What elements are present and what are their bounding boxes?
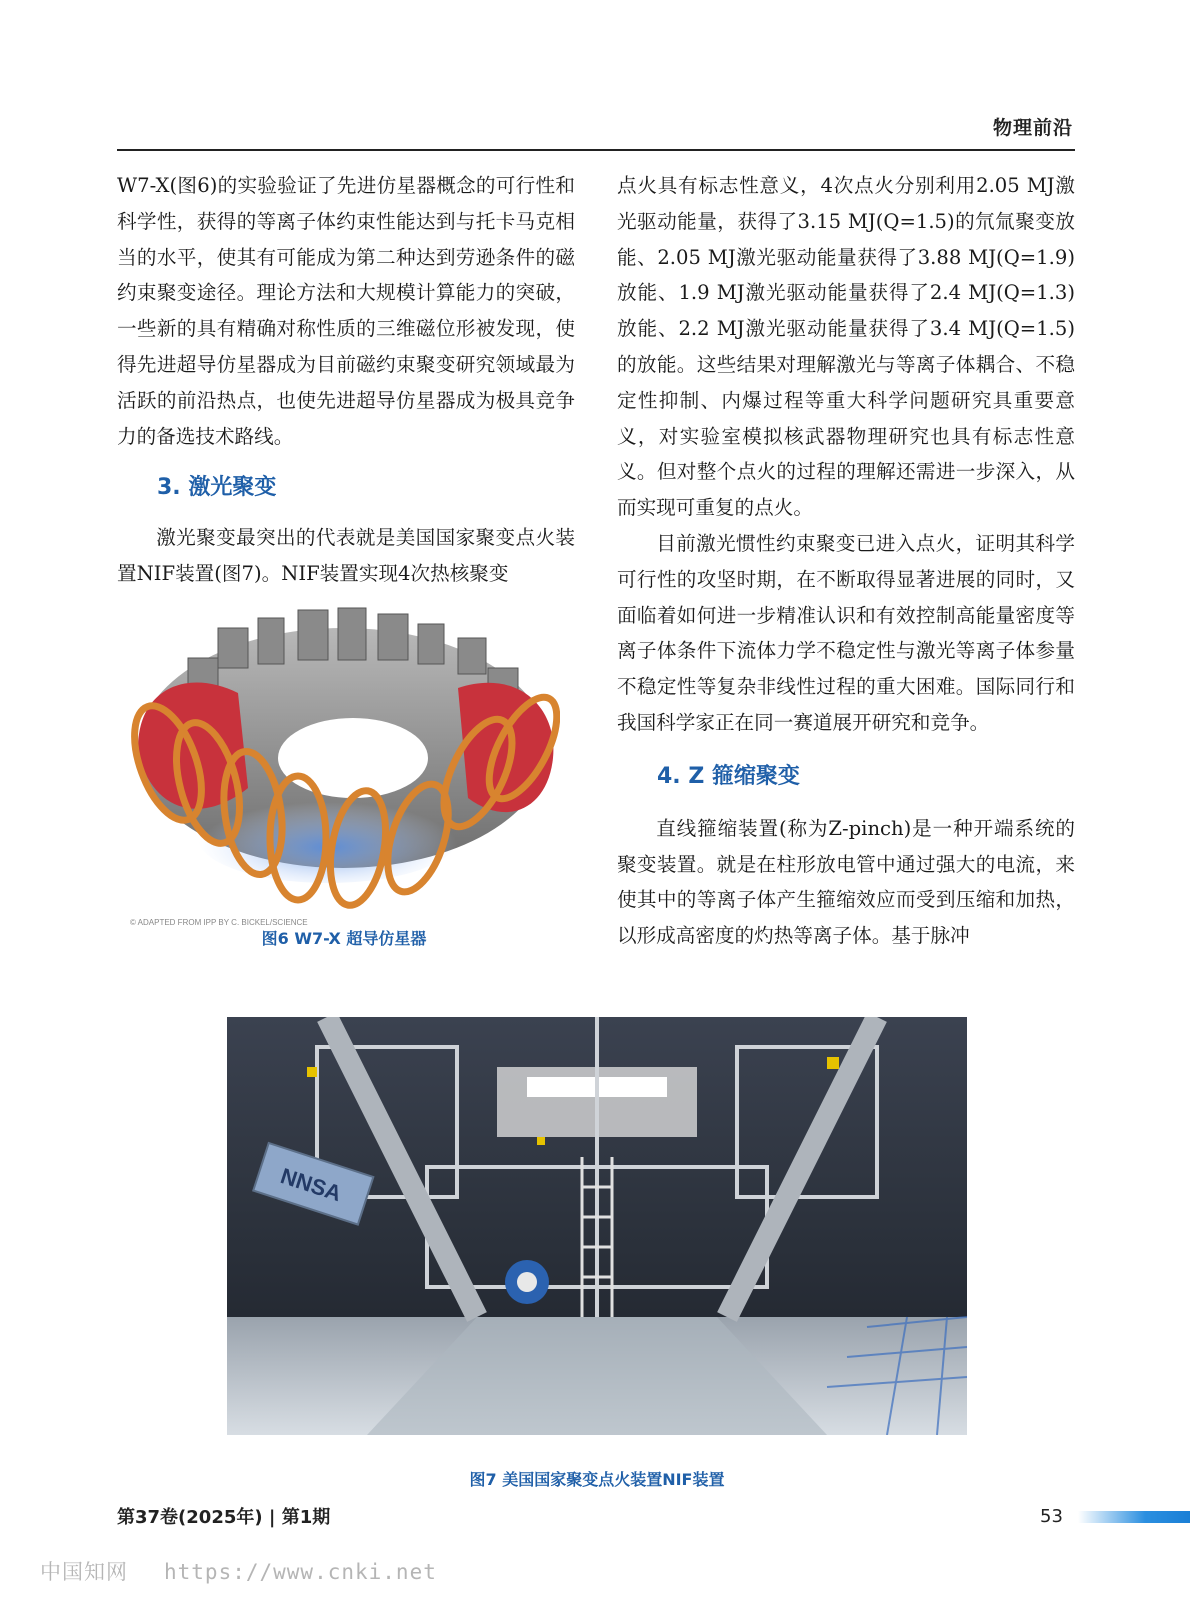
figure-6-caption: 图6 W7-X 超导仿星器 [261,929,427,948]
left-paragraph-2: 激光聚变最突出的代表就是美国国家聚变点火装置NIF装置(图7)。NIF装置实现4次热核聚变 [117,526,575,586]
figure-6-credit: © ADAPTED FROM IPP BY C. BICKEL/SCIENCE [130,918,308,927]
right-paragraph-1: 点火具有标志性意义，4次点火分别利用2.05 MJ激光驱动能量，获得了3.15 MJ(Q=1.5)的氘氚聚变放能、2.05 MJ激光驱动能量获得了3.88 MJ(Q=1.9)放能、1.9 MJ激光驱动能量获得了2.4 MJ(Q=1.3)放能、2.2 MJ激光驱动能量获得了3.4 MJ(Q=1.5)的放能。这些结果对理解激光与等离子体耦合、不稳定性抑制、内爆过程等重大科学问题研究具重要意义，对实验室模拟核武器物理研究也具有标志性意义。但对整个点火的过程的理解还需进一步深入，从而实现可重复的点火。 [617,174,1075,520]
watermark-site: 中国知网 [40,1560,128,1584]
page-accent-bar [1078,1511,1190,1523]
watermark [40,1556,437,1586]
watermark-url: https://www.cnki.net [164,1560,437,1584]
right-paragraph-2: 目前激光惯性约束聚变已进入点火，证明其科学可行性的攻坚时期，在不断取得显著进展的同时，又面临着如何进一步精准认识和有效控制高能量密度等离子体条件下流体力学不稳定性与激光等离子体参量不稳定性等复杂非线性过程的重大困难。国际同行和我国科学家正在同一赛道展开研究和竞争。 [617,531,1075,734]
header-rule [117,149,1075,151]
page-number: 53 [1040,1506,1063,1527]
section-3-heading: 3. 激光聚变 [157,475,277,501]
figure-6-stellarator-image [128,598,560,928]
figure-7-caption: 图7 美国国家聚变点火装置NIF装置 [469,1470,725,1489]
figure-7-sign-text: NNSA [277,1163,345,1207]
figure-7-nif-photo [227,1017,967,1435]
footer-issue-info: 第37卷(2025年) | 第1期 [117,1507,331,1528]
right-column [617,168,1075,954]
section-4-heading: 4. Z 箍缩聚变 [657,763,800,789]
left-paragraph-1: W7-X(图6)的实验验证了先进仿星器概念的可行性和科学性，获得的等离子体约束性能达到与托卡马克相当的水平，使其有可能成为第二种达到劳逊条件的磁约束聚变途径。理论方法和大规模计算能力的突破，一些新的具有精确对称性质的三维磁位形被发现，使得先进超导仿星器成为目前磁约束聚变研究领域最为活跃的前沿热点，也使先进超导仿星器成为极具竞争力的备选技术路线。 [117,174,575,448]
journal-section-title: 物理前沿 [992,117,1073,139]
right-paragraph-3: 直线箍缩装置(称为Z-pinch)是一种开端系统的聚变装置。就是在柱形放电管中通过强大的电流，来使其中的等离子体产生箍缩效应而受到压缩和加热，以形成高密度的灼热等离子体。基于脉冲 [617,816,1075,948]
left-column [117,168,575,592]
